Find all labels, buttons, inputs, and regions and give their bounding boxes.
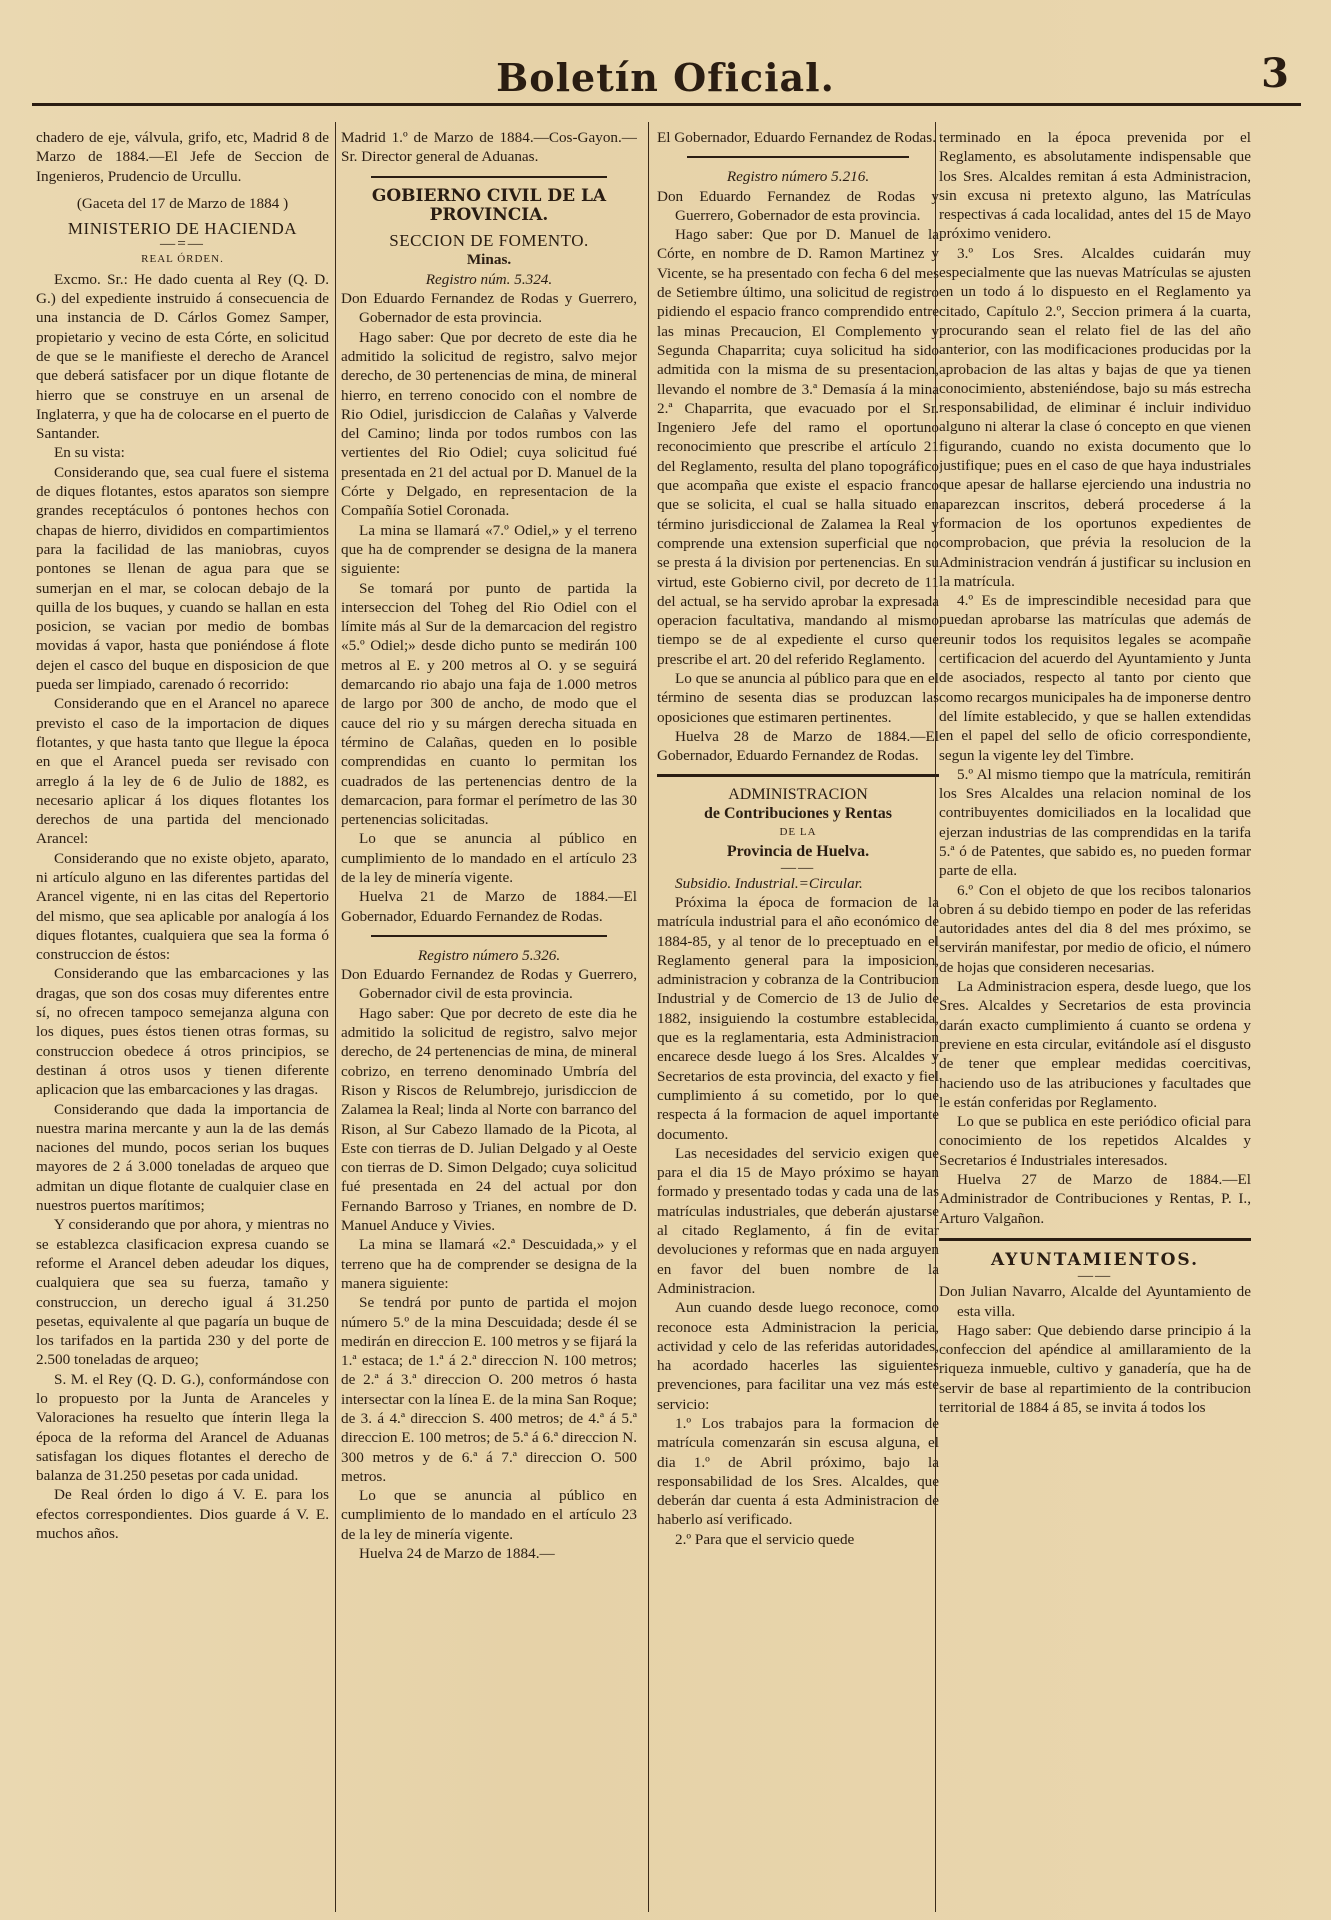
subheading: Subsidio. Industrial.=Circular. — [675, 874, 863, 892]
divider: —— — [780, 858, 816, 876]
section-heading: AYUNTAMIENTOS. — [990, 1249, 1200, 1270]
section-heading: ADMINISTRACION — [728, 785, 868, 803]
paragraph: Hago saber: Que por D. Manuel de la Córte, en nombre de D. Ramon Martinez y Vicente, se ha presentado con fecha 6 del mes de Setiembre último, una solicitud de registro pidiendo el espacio franco comprendido entre las minas Precaucion, El Complemento y Segunda Chaparrita; cuya solicitud ha sido admitida con la misma de su presentacion, llevando el nombre de 3.ª Demasía á la mina 2.ª Chaparrita, que evacuado por el Sr. Ingeniero Jefe del ramo el oportuno reconocimiento que prescribe el artículo 21 del Reglamento, resulta del plano topográfico que acompaña que existe el espacio franco que se solicita, el cual se halla situado en término jurisdiccional de Zalamea la Real y comprende una extension superficial que no se presta á la division por pertenencias. En su virtud, este Gobierno civil, por decreto de 11 del actual, se ha servido aprobar la expresada operacion facultativa, mandando al mismo tiempo se de al expediente el curso que prescribe el art. 20 del referido Reglamento. — [657, 226, 939, 668]
divider — [371, 935, 607, 937]
column-divider — [335, 122, 336, 1912]
paragraph: Don Julian Navarro, Alcalde del Ayuntamiento de esta villa. — [939, 1283, 1251, 1320]
paragraph: Madrid 1.º de Marzo de 1884.—Cos-Gayon.—Sr. Director general de Aduanas. — [341, 129, 637, 166]
paragraph: La mina se llamará «7.º Odiel,» y el terreno que ha de comprender se designa de la manera siguiente: — [341, 521, 637, 578]
paragraph: Hago saber: Que debiendo darse principio á la confeccion del apéndice al amillaramiento de la riqueza inmueble, cultivo y ganadería, que ha de servir de base al repartimiento de la contribucion territorial de 1884 á 85, se invita á todos los — [939, 1321, 1251, 1416]
paragraph: Considerando que en el Arancel no aparece previsto el caso de la importacion de diques flotantes, y que hasta tanto que llegue la época en que el Arancel pueda ser revisado con arreglo á la ley de 6 de Julio de 1882, es necesario aplicar á los diques flotantes los derechos de una partida del mencionado Arancel: — [36, 695, 329, 848]
paragraph: Huelva 27 de Marzo de 1884.—El Administrador de Contribuciones y Rentas, P. I., Arturo Valgañon. — [939, 1171, 1251, 1227]
paragraph: Hago saber: Que por decreto de este dia he admitido la solicitud de registro, salvo mejor derecho, de 30 pertenencias de mina, de mineral hierro, en terreno conocido con el nombre de Rio Odiel, jurisdiccion de Calañas y Valverde del Camino; linda por todos rumbos con las vertientes del Rio Odiel; cuya solicitud fué presentada en 21 del actual por D. Manuel de la Córte y Delgado, en representacion de la Compañía Sotiel Coronada. — [341, 328, 637, 520]
divider — [657, 774, 939, 777]
paragraph: Se tendrá por punto de partida el mojon número 5.º de la mina Descuidada; desde él se medirán en direccion E. 100 metros y se fijará la 1.ª estaca; de 1.ª á 2.ª direccion N. 100 metros; de 2.ª á 3.ª direccion O. 200 metros ó hasta intersectar con la línea E. de la mina San Roque; de 3. á 4.ª direccion S. 400 metros; de 4.ª á 5.ª direccion E. 100 metros; de 5.ª á 6.ª direccion N. 300 metros y de 6.ª á 7.ª direccion O. 500 metros. — [341, 1294, 637, 1485]
registry-heading: Registro número 5.216. — [726, 168, 870, 186]
paragraph: Don Eduardo Fernandez de Rodas y Guerrero, Gobernador civil de esta provincia. — [341, 966, 637, 1003]
divider: —— — [1077, 1267, 1113, 1285]
paragraph: Don Eduardo Fernandez de Rodas y Guerrero, Gobernador de esta provincia. — [657, 187, 939, 224]
paragraph: Don Eduardo Fernandez de Rodas y Guerrero, Gobernador de esta provincia. — [341, 290, 637, 327]
paragraph: S. M. el Rey (Q. D. G.), conformándose con lo propuesto por la Junta de Aranceles y Valoraciones ha resuelto que ínterin llega la época de la reforma del Arancel de Aduanas satisfagan los diques flotantes el derecho de balanza de 31.250 pesetas por cada unidad. — [36, 1370, 329, 1485]
paragraph: El Gobernador, Eduardo Fernandez de Rodas. — [657, 129, 937, 146]
paragraph: La Administracion espera, desde luego, que los Sres. Alcaldes y Secretarios de esta provincia darán exacto cumplimiento á cuanto se ordena y previene en esta circular, evitándole así el disgusto de tener que emplear medidas coercitivas, haciendo uso de las atribuciones y facultades que le están conferidas por Reglamento. — [939, 978, 1251, 1111]
paragraph: Las necesidades del servicio exigen que para el dia 15 de Mayo próximo se hayan formado y presentado todas y cada una de las matrículas industriales, que deberán ajustarse al citado Reglamento, á fin de evitar devoluciones y reformas que en nada arguyen en favor del buen nombre de la Administracion. — [657, 1144, 939, 1297]
paragraph: Aun cuando desde luego reconoce, como reconoce esta Administracion la pericia, actividad y celo de las referidas autoridades, ha acordado hacerles las siguientes prevenciones, para facilitar una vez más este servicio: — [657, 1299, 939, 1413]
paragraph: Hago saber: Que por decreto de este dia he admitido la solicitud de registro, salvo mejor derecho, de 24 pertenencias de mina, de mineral cobrizo, en terreno denominado Umbría del Rison y Riscos de Relumbrejo, jurisdiccion de Zalamea la Real; linda al Norte con barranco del Rison, al Sur Cabezo llamado de la Picota, al Este con tierras de D. Julian Delgado y al Oeste con tierras de D. Simon Delgado; cuya solicitud fué presentada en 24 del actual por don Fernando Barroso y Trianes, en nombre de D. Manuel Anduce y Vivies. — [341, 1004, 637, 1235]
subheading: SECCION DE FOMENTO. — [389, 231, 589, 251]
paragraph: Lo que se publica en este periódico oficial para conocimiento de los repetidos Alcaldes y Secretarios é Industriales interesados. — [939, 1113, 1251, 1169]
paragraph: Huelva 24 de Marzo de 1884.— — [359, 1545, 555, 1563]
paragraph: 2.º Para que el servicio quede — [675, 1530, 855, 1548]
column-2 — [341, 128, 637, 1908]
paragraph: Se tomará por punto de partida la interseccion del Toheg del Rio Odiel con el límite más al Sur de la demarcacion del registro «5.º Odiel;» desde dicho punto se medirán 100 metros al E. y 200 metros al O. y se seguirá demarcando rio abajo una faja de 1.000 metros de largo por 300 de ancho, de modo que el cauce del rio y su márgen derecha situada en término de Calañas, queden en lo posible comprendidas en cuanto lo permitan los cuadrados de las pertenencias dentro de la demarcacion, para formar el perímetro de las 30 pertenencias solicitadas. — [341, 579, 637, 829]
column-4 — [939, 128, 1251, 1908]
paragraph: Y considerando que por ahora, y mientras no se establezca clasificacion expresa cuando se reforme el Arancel deben adeudar los diques, cualquiera que sea su fuerza, tamaño y construccion, un derecho igual á 31.250 pesetas, equivalente al que pagaría un buque de los tarifados en la partida 230 y del porte de 2.500 toneladas de arqueo; — [36, 1216, 329, 1369]
registry-heading: Registro número 5.326. — [417, 946, 561, 964]
paragraph: De Real órden lo digo á V. E. para los efectos correspondientes. Dios guarde á V. E. muchos años. — [36, 1486, 329, 1543]
section-heading: Provincia de Huelva. — [726, 843, 870, 861]
subheading: DE LA — [779, 826, 817, 839]
registry-heading: Registro núm. 5.324. — [425, 270, 553, 288]
section-heading: de Contribuciones y Rentas — [703, 804, 892, 822]
paragraph: 4.º Es de imprescindible necesidad para que puedan aprobarse las matrículas que además de reunir todos los requisitos legales se acompañe certificacion del acuerdo del Ayuntamiento y Junta de asociados, respecto al tanto por ciento que como recargos municipales ha de imponerse dentro del límite establecido, y que se hallen extendidas en el papel del sello de oficio correspondiente, segun la vigente ley del Timbre. — [939, 592, 1251, 764]
paragraph: 3.º Los Sres. Alcaldes cuidarán muy especialmente que las nuevas Matrículas se ajusten en un todo á lo dispuesto en el Reglamento ya citado, Capítulo 2.º, Seccion primera á la cuarta, procurando sean el relato fiel de las del año anterior, con las modificaciones producidas por la aprobacion de las altas y bajas de que ya tienen conocimiento, absteniéndose, bajo su más estrecha responsabilidad, de eliminar é incluir individuo alguno ni alterar la clase ó concepto en que vienen figurando, cuando no exista documento que lo justifique; pues en el caso de que haya industriales que apesar de hallarse ejerciendo una industria no aparezcan inscritos, deberá procederse á la formacion de los oportunos expedientes de comprobacion, que prévia la resolucion de la Administracion vendrán á justificar su inclusion en la matrícula. — [939, 244, 1251, 590]
paragraph: 5.º Al mismo tiempo que la matrícula, remitirán los Sres Alcaldes una relacion nominal de los contribuyentes domiciliados en la localidad que ejerzan industrias de las comprendidas en la tarifa 5.ª ó de Patentes, que sabido es, no pueden formar parte de ella. — [939, 765, 1251, 880]
column-divider — [648, 122, 649, 1912]
paragraph: Lo que se anuncia al público en cumplimiento de lo mandado en el artículo 23 de la ley de minería vigente. — [341, 1487, 637, 1543]
paragraph: Excmo. Sr.: He dado cuenta al Rey (Q. D. G.) del expediente instruido á consecuencia de una instancia de D. Cárlos Gomez Samper, propietario y vecino de esta Córte, en solicitud de que se le manifieste el derecho de Arancel que deberá satisfacer por un dique flotante de hierro que se construye en un arsenal de Inglaterra, y que ha de colocarse en el puerto de Santander. — [36, 270, 329, 443]
paragraph: Lo que se anuncia al público en cumplimiento de lo mandado en el artículo 23 de la ley de minería vigente. — [341, 830, 637, 886]
paragraph: chadero de eje, válvula, grifo, etc, Madrid 8 de Marzo de 1884.—El Jefe de Seccion de Ingenieros, Prudencio de Urcullu. — [36, 129, 329, 185]
subheading: REAL ÓRDEN. — [141, 253, 224, 266]
column-1 — [36, 128, 329, 1908]
section-heading: MINISTERIO DE HACIENDA — [67, 219, 298, 239]
column-3 — [657, 128, 939, 1908]
paragraph: Lo que se anuncia al público para que en el término de sesenta dias se produzcan las oposiciones que estimaren pertinentes. — [657, 670, 939, 726]
paragraph: Huelva 28 de Marzo de 1884.—El Gobernador, Eduardo Fernandez de Rodas. — [657, 727, 939, 765]
paragraph: Considerando que dada la importancia de nuestra marina mercante y aun la de las demás naciones del mundo, pocos serian los buques mayores de 2 á 3.000 toneladas de arqueo que admitan un dique flotante de cualquier clase en nuestros puertos marítimos; — [36, 1100, 329, 1215]
divider — [687, 156, 909, 158]
paragraph: terminado en la época prevenida por el Reglamento, es absolutamente indispensable que los Sres. Alcaldes remitan á esta Administracion, sin excusa ni pretexto alguno, las Matrículas respectivas á cada localidad, antes del 15 de Mayo próximo venidero. — [939, 129, 1251, 243]
divider: —=— — [160, 235, 205, 253]
subheading: Minas. — [466, 251, 512, 269]
page-number: 3 — [1261, 50, 1289, 97]
paragraph: Próxima la época de formacion de la matrícula industrial para el año económico de 1884-85, y al tenor de lo preceptuado en el Reglamento general para la imposicion, administracion y cobranza de la Contribucion Industrial y de Comercio de 13 de Julio de 1882, insiguiendo la costumbre establecida, que es la reglamentaria, esta Administracion encarece desde luego á los Sres. Alcaldes y Secretarios de esta provincia, del exacto y fiel cumplimiento á su cometido, por lo que respecta á la formacion de aquel importante documento. — [657, 893, 939, 1143]
gaceta-note: (Gaceta del 17 de Marzo de 1884 ) — [76, 194, 289, 212]
paragraph: Considerando que no existe objeto, aparato, ni artículo alguno en las diferentes partidas del Arancel vigente, ni en las citas del Repertorio del mismo, que sea aplicable por analogía á los diques flotantes, cualquiera que sea la forma ó construccion de éstos: — [36, 849, 329, 964]
paragraph: 1.º Los trabajos para la formacion de matrícula comenzarán sin escusa alguna, el dia 1.º de Abril próximo, bajo la responsabilidad de los Sres. Alcaldes, que deberán dar cuenta á esta Administracion de haberlo así verificado. — [657, 1415, 939, 1529]
page-title: Boletín Oficial. — [496, 55, 835, 100]
paragraph: En su vista: — [54, 444, 125, 462]
paragraph: 6.º Con el objeto de que los recibos talonarios obren á su debido tiempo en poder de las referidas autoridades antes del dia 8 del mes próximo, se servirán manifestar, por medio de oficio, el número de hojas que consideren necesarias. — [939, 881, 1251, 976]
paragraph: Huelva 21 de Marzo de 1884.—El Gobernador, Eduardo Fernandez de Rodas. — [341, 888, 637, 925]
section-heading: GOBIERNO CIVIL DE LA PROVINCIA. — [371, 185, 607, 225]
paragraph: Considerando que las embarcaciones y las dragas, que son dos cosas muy diferentes entre sí, no ofrecen tampoco semejanza alguna con los diques, pues éstos tienen otras formas, su construccion obedece á otros principios, se destinan á otros usos y tienen diferente aplicacion que las embarcaciones y las dragas. — [36, 965, 329, 1099]
paragraph: Considerando que, sea cual fuere el sistema de diques flotantes, estos aparatos son siempre grandes receptáculos ó pontones hechos con chapas de hierro, divididos en compartimientos para la facilidad de las maniobras, cuyos pontones se llenan de agua para que se sumerjan en el mar, se colocan debajo de la quilla de los buques, y cuando se hallan en esta posicion, se vacian por medio de bombas movidas á vapor, hasta que poniéndose á flote dejen el casco del buque en disposicion de que pueda ser limpiado, carenado ó recorrido: — [36, 463, 329, 694]
divider — [371, 176, 607, 178]
paragraph: La mina se llamará «2.ª Descuidada,» y el terreno que ha de comprender se designa de la manera siguiente: — [341, 1236, 637, 1292]
divider — [939, 1238, 1251, 1241]
header-rule — [32, 103, 1301, 106]
